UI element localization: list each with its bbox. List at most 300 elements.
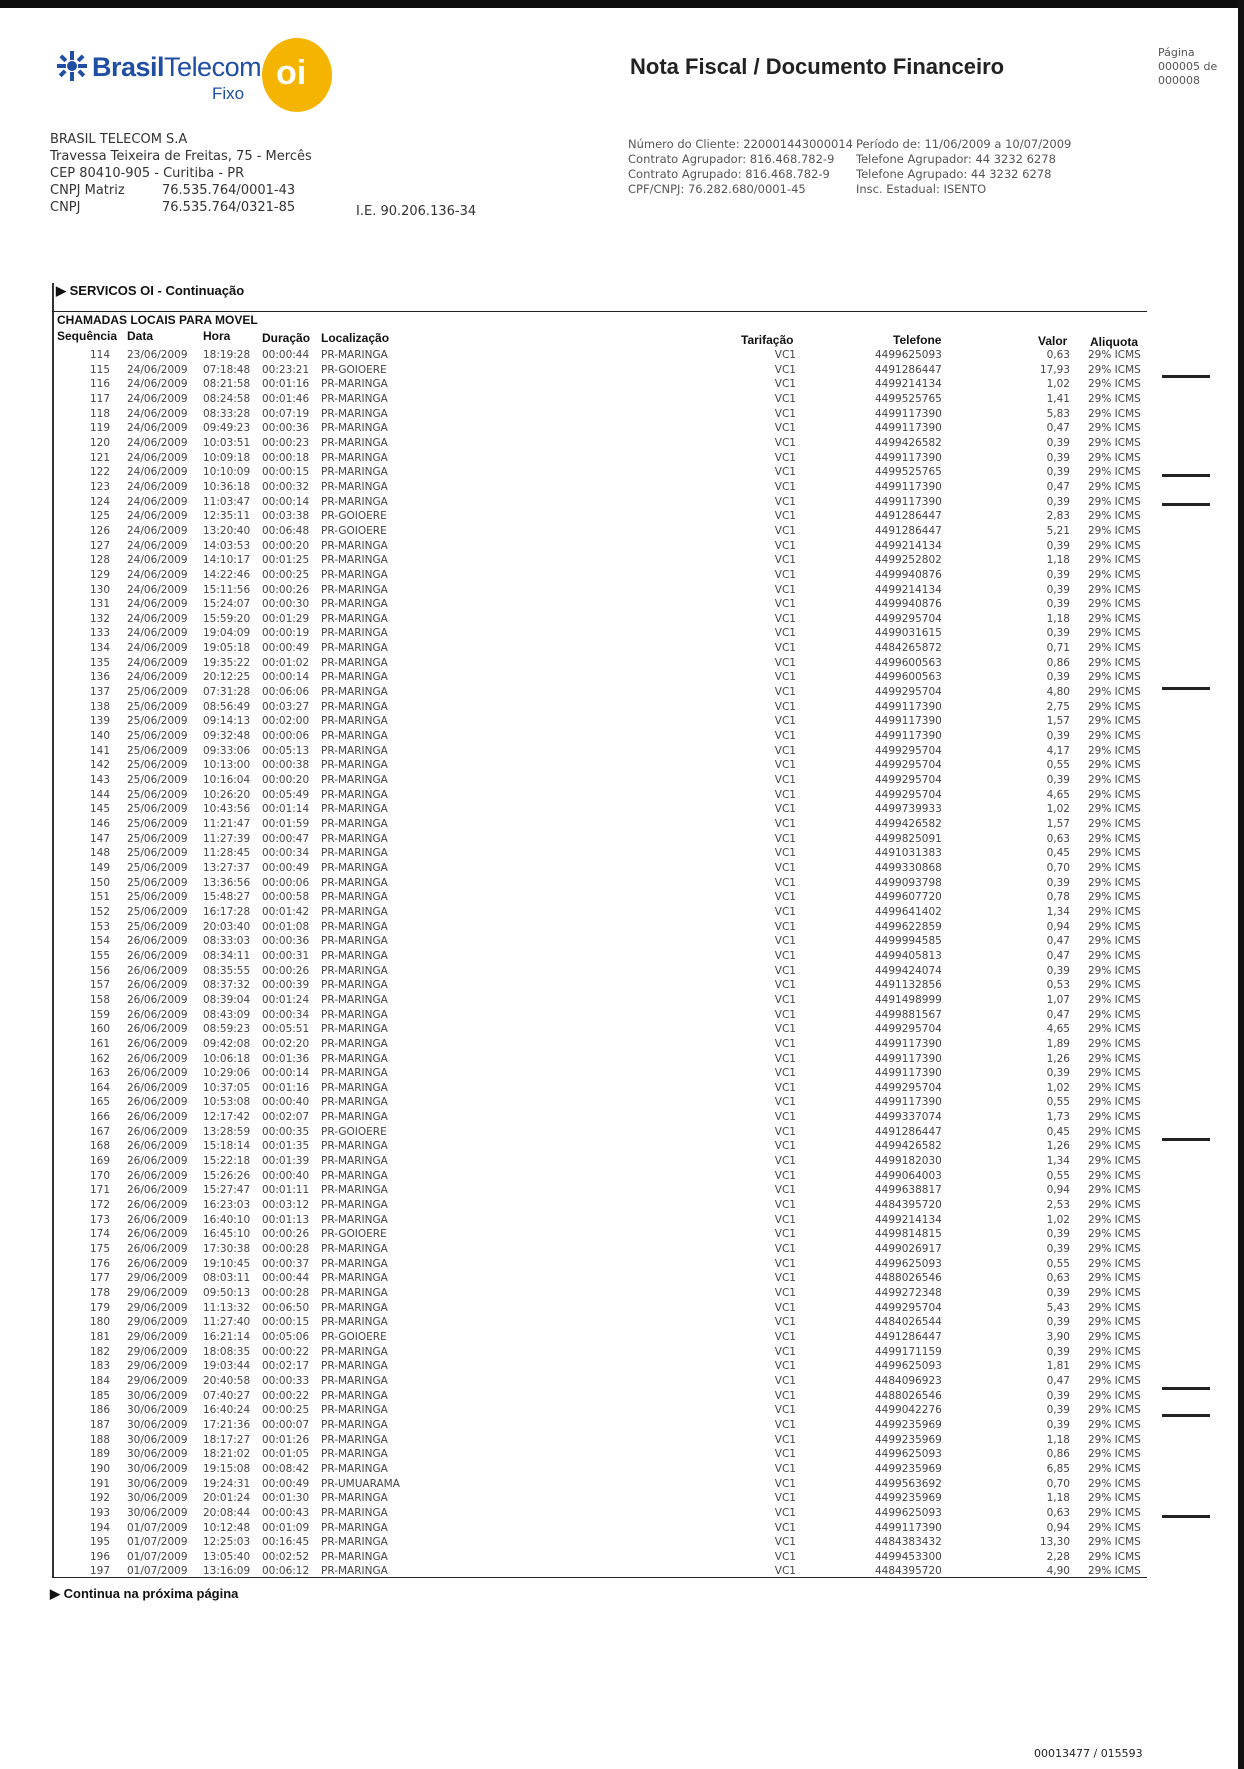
row-tax: 29% ICMS [1088,363,1141,376]
row-duration: 00:00:38 [262,759,310,772]
row-date: 25/06/2009 [127,774,188,787]
row-value: 0,39 [1046,964,1070,977]
row-value: 0,47 [1046,480,1070,493]
scan-margin-mark [1162,503,1210,506]
row-tariff: VC1 [774,818,796,830]
row-time: 17:21:36 [203,1418,251,1431]
row-time: 16:23:03 [203,1199,251,1212]
row-seq: 133 [89,627,110,640]
scan-margin-mark [1162,1414,1210,1417]
row-value: 0,94 [1046,920,1070,933]
table-row [0,656,1244,671]
row-value: 5,21 [1046,524,1070,537]
row-time: 08:24:58 [203,392,251,405]
row-duration: 00:00:30 [262,598,310,611]
row-location: PR-MARINGA [321,832,388,845]
row-tariff: VC1 [774,891,796,904]
row-phone: 4499117390 [875,1096,942,1109]
row-date: 25/06/2009 [127,744,188,757]
row-date: 25/06/2009 [127,818,188,830]
row-value: 4,17 [1046,744,1070,757]
row-time: 15:24:07 [203,598,251,611]
row-time: 20:08:44 [203,1506,251,1519]
row-value: 0,45 [1046,1125,1070,1138]
row-tariff: VC1 [774,1272,796,1285]
row-location: PR-MARINGA [321,1448,388,1461]
row-location: PR-MARINGA [321,686,388,699]
row-duration: 00:00:44 [262,349,310,361]
row-date: 26/06/2009 [127,993,188,1006]
row-seq: 120 [89,436,110,449]
row-value: 0,47 [1046,949,1070,962]
row-phone: 4491031383 [875,847,942,860]
row-value: 1,34 [1046,1155,1070,1168]
row-seq: 134 [89,642,110,655]
table-row [0,612,1244,627]
row-date: 30/06/2009 [127,1404,188,1417]
row-value: 1,18 [1046,1433,1070,1446]
row-location: PR-MARINGA [321,1301,388,1314]
row-date: 01/07/2009 [127,1565,188,1578]
row-location: PR-MARINGA [321,539,388,552]
row-phone: 4499117390 [875,480,942,493]
row-value: 1,02 [1046,803,1070,816]
row-date: 25/06/2009 [127,905,188,918]
row-time: 12:17:42 [203,1111,251,1124]
row-date: 30/06/2009 [127,1389,188,1402]
row-tariff: VC1 [774,861,796,874]
row-tax: 29% ICMS [1088,407,1141,420]
row-phone: 4499625093 [875,1448,942,1461]
table-row [0,583,1244,598]
row-duration: 00:02:07 [262,1111,310,1124]
row-time: 08:39:04 [203,993,251,1006]
row-value: 2,75 [1046,700,1070,713]
row-location: PR-MARINGA [321,1184,388,1197]
row-tariff: VC1 [774,730,796,743]
row-date: 26/06/2009 [127,1096,188,1109]
table-row [0,509,1244,524]
row-seq: 141 [89,744,110,757]
row-seq: 196 [89,1550,110,1563]
row-duration: 00:05:13 [262,744,310,757]
row-tax: 29% ICMS [1088,612,1141,625]
table-row [0,1535,1244,1550]
row-duration: 00:01:42 [262,905,310,918]
row-time: 16:17:28 [203,905,251,918]
row-date: 24/06/2009 [127,642,188,655]
row-tax: 29% ICMS [1088,422,1141,435]
row-tariff: VC1 [774,378,796,391]
row-value: 1,57 [1046,818,1070,830]
table-row [0,407,1244,422]
row-date: 01/07/2009 [127,1550,188,1563]
table-row [0,436,1244,451]
row-location: PR-MARINGA [321,861,388,874]
row-value: 0,47 [1046,1008,1070,1021]
row-duration: 00:00:40 [262,1096,310,1109]
row-seq: 139 [89,715,110,728]
row-date: 26/06/2009 [127,1228,188,1241]
table-row [0,1169,1244,1184]
row-seq: 164 [89,1081,110,1094]
row-location: PR-MARINGA [321,1169,388,1182]
row-value: 0,39 [1046,1287,1070,1299]
row-tax: 29% ICMS [1088,715,1141,728]
row-phone: 4491498999 [875,993,942,1006]
row-date: 26/06/2009 [127,1184,188,1197]
row-phone: 4499295704 [875,686,942,699]
row-time: 13:27:37 [203,861,251,874]
table-row [0,758,1244,773]
row-phone: 4499295704 [875,612,942,625]
row-location: PR-MARINGA [321,568,388,581]
row-seq: 179 [89,1301,110,1314]
row-duration: 00:06:50 [262,1301,310,1314]
row-seq: 194 [89,1521,110,1534]
row-tax: 29% ICMS [1088,378,1141,391]
row-tax: 29% ICMS [1088,524,1141,537]
row-time: 20:12:25 [203,671,251,684]
row-duration: 00:01:16 [262,1081,310,1094]
row-duration: 00:00:15 [262,1316,310,1329]
table-row [0,363,1244,378]
table-row [0,495,1244,510]
row-duration: 00:01:09 [262,1521,310,1534]
row-tariff: VC1 [774,480,796,493]
table-row [0,1227,1244,1242]
row-date: 25/06/2009 [127,861,188,874]
row-tax: 29% ICMS [1088,436,1141,449]
row-time: 10:43:56 [203,803,251,816]
row-seq: 192 [89,1492,110,1505]
row-phone: 4491132856 [875,979,942,992]
row-duration: 00:00:35 [262,1125,310,1138]
row-duration: 00:03:27 [262,700,310,713]
row-tax: 29% ICMS [1088,1477,1141,1490]
row-time: 08:33:28 [203,407,251,420]
row-date: 29/06/2009 [127,1360,188,1373]
row-duration: 00:00:49 [262,642,310,655]
row-value: 4,80 [1046,686,1070,699]
row-seq: 174 [89,1228,110,1241]
row-tariff: VC1 [774,598,796,611]
row-date: 25/06/2009 [127,876,188,889]
row-duration: 00:01:29 [262,612,310,625]
row-tax: 29% ICMS [1088,1374,1141,1387]
row-phone: 4499093798 [875,876,942,889]
row-phone: 4499426582 [875,818,942,830]
row-phone: 4499881567 [875,1008,942,1021]
row-phone: 4499607720 [875,891,942,904]
row-phone: 4499295704 [875,1023,942,1036]
row-tax: 29% ICMS [1088,1037,1141,1050]
row-time: 09:32:48 [203,730,251,743]
row-time: 07:40:27 [203,1389,251,1402]
row-date: 26/06/2009 [127,979,188,992]
row-location: PR-MARINGA [321,554,388,567]
row-seq: 115 [89,363,110,376]
table-row [0,1418,1244,1433]
row-location: PR-MARINGA [321,671,388,684]
row-location: PR-MARINGA [321,583,388,596]
brand-wordmark: BrasilTelecom [92,52,262,82]
row-seq: 176 [89,1257,110,1270]
row-time: 09:33:06 [203,744,251,757]
row-tax: 29% ICMS [1088,730,1141,743]
row-seq: 131 [89,598,110,611]
row-tax: 29% ICMS [1088,1067,1141,1080]
table-row [0,377,1244,392]
row-tariff: VC1 [774,1081,796,1094]
row-time: 10:10:09 [203,466,251,479]
row-tax: 29% ICMS [1088,627,1141,640]
row-seq: 116 [89,378,110,391]
row-time: 18:08:35 [203,1345,251,1358]
row-phone: 4499940876 [875,598,942,611]
row-value: 0,70 [1046,1477,1070,1490]
row-duration: 00:07:19 [262,407,310,420]
row-location: PR-MARINGA [321,1023,388,1036]
row-seq: 145 [89,803,110,816]
row-phone: 4499117390 [875,407,942,420]
row-date: 01/07/2009 [127,1536,188,1549]
row-value: 0,47 [1046,422,1070,435]
row-tariff: VC1 [774,1477,796,1490]
row-seq: 150 [89,876,110,889]
row-time: 11:27:39 [203,832,251,845]
row-value: 1,02 [1046,378,1070,391]
row-value: 1,81 [1046,1360,1070,1373]
row-seq: 177 [89,1272,110,1285]
row-value: 0,55 [1046,1257,1070,1270]
row-location: PR-MARINGA [321,1155,388,1168]
row-date: 25/06/2009 [127,759,188,772]
row-phone: 4488026546 [875,1389,942,1402]
row-tariff: VC1 [774,1213,796,1226]
row-tariff: VC1 [774,568,796,581]
row-time: 16:45:10 [203,1228,251,1241]
row-location: PR-MARINGA [321,920,388,933]
row-phone: 4499625093 [875,1506,942,1519]
row-duration: 00:02:00 [262,715,310,728]
row-phone: 4499525765 [875,392,942,405]
row-tariff: VC1 [774,363,796,376]
row-phone: 4499563692 [875,1477,942,1490]
table-row [0,1052,1244,1067]
table-row [0,949,1244,964]
row-duration: 00:06:48 [262,524,310,537]
row-phone: 4499117390 [875,1521,942,1534]
row-phone: 4499625093 [875,349,942,361]
row-time: 13:36:56 [203,876,251,889]
row-date: 24/06/2009 [127,583,188,596]
row-date: 25/06/2009 [127,730,188,743]
row-tariff: VC1 [774,422,796,435]
row-phone: 4499214134 [875,583,942,596]
row-date: 26/06/2009 [127,1155,188,1168]
row-tax: 29% ICMS [1088,1492,1141,1505]
row-phone: 4499814815 [875,1228,942,1241]
row-tax: 29% ICMS [1088,1448,1141,1461]
row-phone: 4499214134 [875,1213,942,1226]
row-phone: 4499252802 [875,554,942,567]
row-value: 0,39 [1046,495,1070,508]
scan-margin-mark [1162,687,1210,690]
row-tax: 29% ICMS [1088,920,1141,933]
row-location: PR-MARINGA [321,788,388,801]
row-time: 19:05:18 [203,642,251,655]
row-time: 11:21:47 [203,818,251,830]
table-row [0,1462,1244,1477]
row-time: 14:03:53 [203,539,251,552]
table-row [0,1286,1244,1301]
row-tariff: VC1 [774,715,796,728]
row-location: PR-MARINGA [321,876,388,889]
row-tax: 29% ICMS [1088,1272,1141,1285]
row-seq: 185 [89,1389,110,1402]
row-date: 25/06/2009 [127,920,188,933]
row-tax: 29% ICMS [1088,1184,1141,1197]
row-phone: 4499625093 [875,1360,942,1373]
brasil-telecom-star-icon [56,50,88,82]
row-value: 0,71 [1046,642,1070,655]
row-seq: 172 [89,1199,110,1212]
row-location: PR-MARINGA [321,759,388,772]
row-value: 4,65 [1046,1023,1070,1036]
row-duration: 00:00:28 [262,1243,310,1256]
row-seq: 138 [89,700,110,713]
row-date: 24/06/2009 [127,436,188,449]
row-location: PR-MARINGA [321,642,388,655]
col-local-header: Localização [321,331,390,345]
table-row [0,1447,1244,1462]
row-seq: 160 [89,1023,110,1036]
row-location: PR-GOIOERE [321,510,387,523]
row-seq: 184 [89,1374,110,1387]
row-phone: 4499295704 [875,744,942,757]
row-tax: 29% ICMS [1088,642,1141,655]
row-date: 24/06/2009 [127,612,188,625]
row-time: 13:16:09 [203,1565,251,1578]
row-date: 25/06/2009 [127,715,188,728]
row-duration: 00:01:08 [262,920,310,933]
row-phone: 4499638817 [875,1184,942,1197]
row-seq: 162 [89,1052,110,1065]
row-phone: 4499272348 [875,1287,942,1299]
row-date: 26/06/2009 [127,1257,188,1270]
row-location: PR-MARINGA [321,1243,388,1256]
row-duration: 00:00:49 [262,1477,310,1490]
row-phone: 4499622859 [875,920,942,933]
row-date: 26/06/2009 [127,1169,188,1182]
row-value: 3,90 [1046,1330,1070,1343]
scan-margin-mark [1162,375,1210,378]
row-date: 30/06/2009 [127,1433,188,1446]
table-row [0,1257,1244,1272]
row-location: PR-MARINGA [321,1081,388,1094]
row-date: 26/06/2009 [127,1052,188,1065]
row-location: PR-MARINGA [321,949,388,962]
row-tariff: VC1 [774,832,796,845]
row-seq: 136 [89,671,110,684]
row-location: PR-MARINGA [321,1492,388,1505]
row-location: PR-MARINGA [321,730,388,743]
row-date: 26/06/2009 [127,1023,188,1036]
row-seq: 195 [89,1536,110,1549]
row-seq: 171 [89,1184,110,1197]
scan-top-edge [0,0,1244,8]
row-tax: 29% ICMS [1088,993,1141,1006]
col-telefone-header: Telefone [893,333,942,347]
row-date: 26/06/2009 [127,1081,188,1094]
row-tariff: VC1 [774,1492,796,1505]
row-tax: 29% ICMS [1088,1521,1141,1534]
row-seq: 159 [89,1008,110,1021]
row-phone: 4499031615 [875,627,942,640]
row-date: 01/07/2009 [127,1521,188,1534]
table-row [0,1403,1244,1418]
page-title: Nota Fiscal / Documento Financeiro [630,54,1005,79]
row-location: PR-MARINGA [321,1037,388,1050]
row-duration: 00:23:21 [262,363,310,376]
row-duration: 00:00:58 [262,891,310,904]
scan-margin-mark [1162,1515,1210,1518]
row-phone: 4499235969 [875,1462,942,1475]
row-phone: 4488026546 [875,1272,942,1285]
row-tariff: VC1 [774,1404,796,1417]
row-phone: 4491286447 [875,1330,942,1343]
row-value: 6,85 [1046,1462,1070,1475]
row-location: PR-MARINGA [321,1462,388,1475]
row-location: PR-MARINGA [321,1506,388,1519]
row-phone: 4499117390 [875,451,942,464]
row-date: 30/06/2009 [127,1462,188,1475]
row-location: PR-MARINGA [321,1052,388,1065]
row-location: PR-MARINGA [321,1287,388,1299]
table-row [0,1022,1244,1037]
row-tariff: VC1 [774,803,796,816]
table-bottom-rule [52,1577,1147,1578]
row-phone: 4499426582 [875,436,942,449]
row-date: 29/06/2009 [127,1330,188,1343]
row-time: 08:34:11 [203,949,251,962]
inscricao-estadual: I.E. 90.206.136-34 [356,204,477,219]
col-data-header: Data [127,329,154,343]
row-seq: 186 [89,1404,110,1417]
row-value: 0,55 [1046,759,1070,772]
row-tax: 29% ICMS [1088,451,1141,464]
row-tariff: VC1 [774,495,796,508]
row-tariff: VC1 [774,1125,796,1138]
row-tariff: VC1 [774,1374,796,1387]
row-value: 0,39 [1046,1316,1070,1329]
table-row [0,641,1244,656]
row-time: 18:17:27 [203,1433,251,1446]
table-row [0,1345,1244,1360]
row-value: 0,39 [1046,539,1070,552]
row-tax: 29% ICMS [1088,1389,1141,1402]
row-date: 29/06/2009 [127,1301,188,1314]
row-tariff: VC1 [774,1096,796,1109]
row-tariff: VC1 [774,671,796,684]
row-value: 0,63 [1046,1272,1070,1285]
row-time: 10:36:18 [203,480,251,493]
row-tariff: VC1 [774,847,796,860]
row-tariff: VC1 [774,1287,796,1299]
row-phone: 4499171159 [875,1345,942,1358]
row-value: 0,39 [1046,1389,1070,1402]
